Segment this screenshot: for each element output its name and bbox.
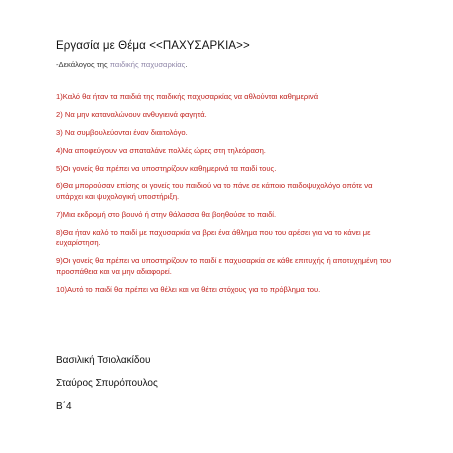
list-item: 5)Οι γονείς θα πρέπει να υποστηρίζουν καθημερινά τα παιδί τους.	[56, 163, 277, 173]
list-item: 6)Θα μπορούσαν επίσης οι γονείς του παιδιού να το πάνε σε κάποιο παιδοψυχολόγο οπότε να υπάρχει και ψυχολογική υποστήριξη.	[56, 181, 373, 201]
list-item: 9)Οι γονείς θα πρέπει να υποστηρίζουν το παιδί ε παχυσαρκία σε κάθε επιτυχής ή αποτυχημένη του προσπάθεια και να μην αδιαφορεί.	[56, 256, 391, 276]
list-item: 8)Θα ήταν καλό το παιδί με παχυσαρκία να βρει ένα άθλημα που του αρέσει για να το κάνει με ευχαρίστηση.	[56, 227, 371, 248]
list-item: 4)Να αποφεύγουν να σπαταλάνε πολλές ώρες στη τηλεόραση.	[56, 145, 266, 155]
subtitle-suffix: .	[185, 60, 188, 69]
list-item: 1)Καλό θα ήταν τα παιδιά της παιδικής παχυσαρκίας να αθλούνται καθημερινά	[56, 92, 319, 101]
document-title: Εργασία με Θέμα <<ΠΑΧΥΣΑΡΚΙΑ>>	[56, 40, 250, 52]
advice-list	[56, 92, 401, 302]
authors-list	[56, 355, 158, 424]
list-item: 3) Να συμβουλεύονται έναν διαιτολόγο.	[56, 127, 188, 137]
subtitle-accent: παιδικής παχυσαρκίας	[109, 60, 186, 69]
list-item: 10)Αυτό το παιδί θα πρέπει να θέλει και να θέτει στόχους για το πρόβλημα του.	[56, 284, 321, 294]
list-item: 7)Μια εκδρομή στο βουνό ή στην θάλασσα θα βοηθούσε το παιδί.	[56, 209, 277, 219]
author-name: Βασιλική Τσιολακίδου	[56, 355, 151, 366]
author-name: Σταύρος Σπυρόπουλος	[56, 378, 158, 389]
class-label: Β΄4	[56, 401, 72, 412]
document-subtitle	[56, 60, 187, 69]
list-item: 2) Να μην καταναλώνουν ανθυγιεινά φαγητά.	[56, 109, 207, 119]
subtitle-prefix: -Δεκάλογος της	[56, 60, 108, 69]
